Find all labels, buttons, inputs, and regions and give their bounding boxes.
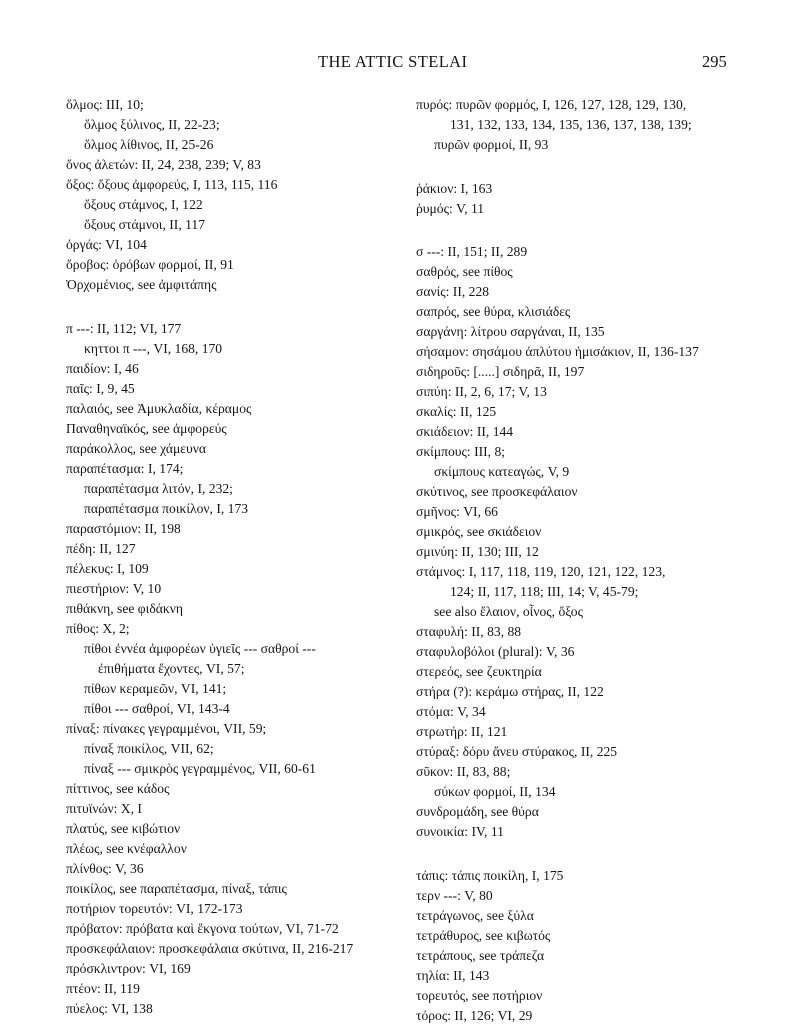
index-entry: ποικίλος, see παραπέτασμα, πίναξ, τάπις [66,880,287,896]
index-entry: σταφυλή: II, 83, 88 [416,624,522,639]
index-entry: Ὀρχομένιος, see ἀμφιτάπης [66,277,217,292]
section-gap [66,295,406,319]
index-subentry: κηττοι π ---, VI, 168, 170 [84,340,223,356]
index-entry: σκύτινος, see προσκεφάλαιον [416,484,578,499]
index-entry: π ---: II, 112; VI, 177 [66,320,182,336]
index-subentry: πυρῶν φορμοί, II, 93 [434,137,549,152]
index-entry: πιτυϊνών: X, I [66,800,142,816]
index-entry: πυρός: πυρῶν φορμός, I, 126, 127, 128, 129, 130, [416,97,687,112]
index-entry: παραπέτασμα: I, 174; [66,460,184,476]
index-subentry: 124; II, 117, 118; III, 14; V, 45-79; [450,584,639,599]
index-entry: στύραξ: δόρυ ἄνευ στύρακος, II, 225 [416,744,618,759]
index-entry: σμινύη: II, 130; III, 12 [416,544,539,559]
index-entry: συνδρομάδη, see θύρα [416,804,539,819]
index-subentry: παραπέτασμα λιτόν, I, 232; [84,480,233,496]
index-entry: τόρος: II, 126; VI, 29 [416,1007,533,1023]
index-entry: ὄροβος: ὀρόβων φορμοί, II, 91 [66,257,234,272]
index-entry: ῥάκιον: I, 163 [416,180,493,196]
index-entry: σμῆνος: VI, 66 [416,504,498,519]
index-entry: τορευτός, see ποτήριον [416,987,543,1003]
index-entry: ὄνος ἀλετών: II, 24, 238, 239; V, 83 [66,157,261,172]
index-entry: σιδηροῦς: [.....] σιδηρᾶ, II, 197 [416,364,585,379]
index-subentry: παραπέτασμα ποικίλον, I, 173 [84,500,249,516]
index-entry: παῖς: I, 9, 45 [66,380,135,396]
index-entry: σταφυλοβόλοι (plural): V, 36 [416,644,575,659]
index-entry: πιθάκνη, see φιδάκνη [66,600,183,616]
index-entry: τάπις: τάπις ποικίλη, I, 175 [416,867,564,883]
index-entry: σκαλίς: II, 125 [416,404,497,419]
index-entry: παιδίον: I, 46 [66,360,139,376]
index-entry: τηλία: II, 143 [416,967,490,983]
section-gap [416,219,746,243]
index-column-right [416,95,746,1026]
index-entry: Παναθηναϊκός, see ἀμφορεύς [66,420,227,436]
index-entry: σαθρός, see πίθος [416,264,513,279]
index-subentry: ὅλμος λίθινος, II, 25-26 [84,137,214,152]
index-entry: στερεός, see ζευκτηρία [416,664,542,679]
index-entry: σ ---: II, 151; II, 289 [416,244,528,259]
index-entry: πίττινος, see κάδος [66,780,170,796]
index-entry: σμικρός, see σκιάδειον [416,524,542,539]
index-entry: ὅλμος: III, 10; [66,97,144,112]
index-entry: παλαιός, see Ἀμυκλαδία, κέραμος [66,400,252,416]
index-entry: παράκολλος, see χάμευνα [66,440,207,456]
index-subentry: σκίμπους κατεαγώς, V, 9 [434,464,570,479]
index-subentry: ὄξους στάμνοι, II, 117 [84,217,205,232]
index-subentry: ἐπιθήματα ἔχοντες, VI, 57; [98,660,245,676]
section-gap [416,155,746,179]
index-entry: σῦκον: II, 83, 88; [416,764,511,779]
index-entry: ποτήριον τορευτόν: VI, 172-173 [66,900,243,916]
index-entry: σιπύη: II, 2, 6, 17; V, 13 [416,384,547,399]
index-entry: τετράγωνος, see ξύλα [416,907,534,923]
index-entry: σκίμπους: III, 8; [416,444,506,459]
page-number: 295 [702,52,727,71]
index-entry: πρόβατον: πρόβατα καὶ ἔκγονα τούτων, VI, 71-72 [66,920,339,936]
index-column-left [66,95,406,1019]
index-entry: πιεστήριον: V, 10 [66,580,162,596]
index-entry: πέδη: II, 127 [66,540,136,556]
index-entry: πίναξ: πίνακες γεγραμμένοι, VII, 59; [66,720,267,736]
index-entry: σανίς: II, 228 [416,284,490,299]
index-entry: συνοικία: IV, 11 [416,824,504,839]
index-entry: τερν ---: V, 80 [416,887,493,903]
index-entry: τετράθυρος, see κιβωτός [416,927,551,943]
index-subentry: πίθοι ἐννέα ἀμφορέων ὑγιεῖς --- σαθροί --- [84,640,316,656]
page-header [0,52,790,76]
index-subentry: πίθων κεραμεῶν, VI, 141; [84,680,227,696]
index-entry: σαπρός, see θύρα, κλισιάδες [416,304,571,319]
index-entry: πέλεκυς: I, 109 [66,560,149,576]
index-subentry: πίναξ ποικίλος, VII, 62; [84,740,214,756]
index-entry: παραστόμιον: II, 198 [66,520,181,536]
index-entry: ὄξος: ὄξους ἀμφορεύς, I, 113, 115, 116 [66,177,278,192]
index-entry: πρόσκλιντρον: VI, 169 [66,960,191,976]
index-entry: στάμνος: I, 117, 118, 119, 120, 121, 122, 123, [416,564,666,579]
index-subentry: see also ἔλαιον, οἶνος, ὄξος [434,604,583,619]
index-entry: σαργάνη: λίτρου σαργάναι, II, 135 [416,324,605,339]
index-entry: πύελος: VI, 138 [66,1000,153,1016]
index-entry: πλίνθος: V, 36 [66,860,144,876]
index-subentry: ὄξους στάμνος, I, 122 [84,197,203,212]
index-subentry: σύκων φορμοί, II, 134 [434,784,556,799]
section-gap [416,842,746,866]
index-entry: σήσαμον: σησάμου ἀπλύτου ἡμισάκιον, II, 136-137 [416,344,699,359]
index-subentry: πίθοι --- σαθροί, VI, 143-4 [84,700,230,716]
index-entry: ῥυμός: V, 11 [416,200,485,216]
index-entry: σκιάδειον: II, 144 [416,424,514,439]
index-entry: στήρα (?): κεράμω στήρας, II, 122 [416,684,604,699]
index-subentry: 131, 132, 133, 134, 135, 136, 137, 138, 139; [450,117,692,132]
index-entry: στρωτήρ: II, 121 [416,724,508,739]
index-entry: στόμα: V, 34 [416,704,486,719]
index-entry: πλατύς, see κιβώτιον [66,820,181,836]
index-subentry: ὅλμος ξύλινος, II, 22-23; [84,117,220,132]
index-entry: ὀργάς: VI, 104 [66,237,147,252]
index-entry: προσκεφάλαιον: προσκεφάλαια σκύτινα, II, 216-217 [66,940,354,956]
index-entry: πλέως, see κνέφαλλον [66,840,187,856]
index-entry: πτέον: II, 119 [66,980,140,996]
running-title: THE ATTIC STELAI [318,52,468,71]
index-entry: πίθος: X, 2; [66,620,130,636]
index-entry: τετράπους, see τράπεζα [416,947,545,963]
index-subentry: πίναξ --- σμικρὸς γεγραμμένος, VII, 60-61 [84,760,316,776]
